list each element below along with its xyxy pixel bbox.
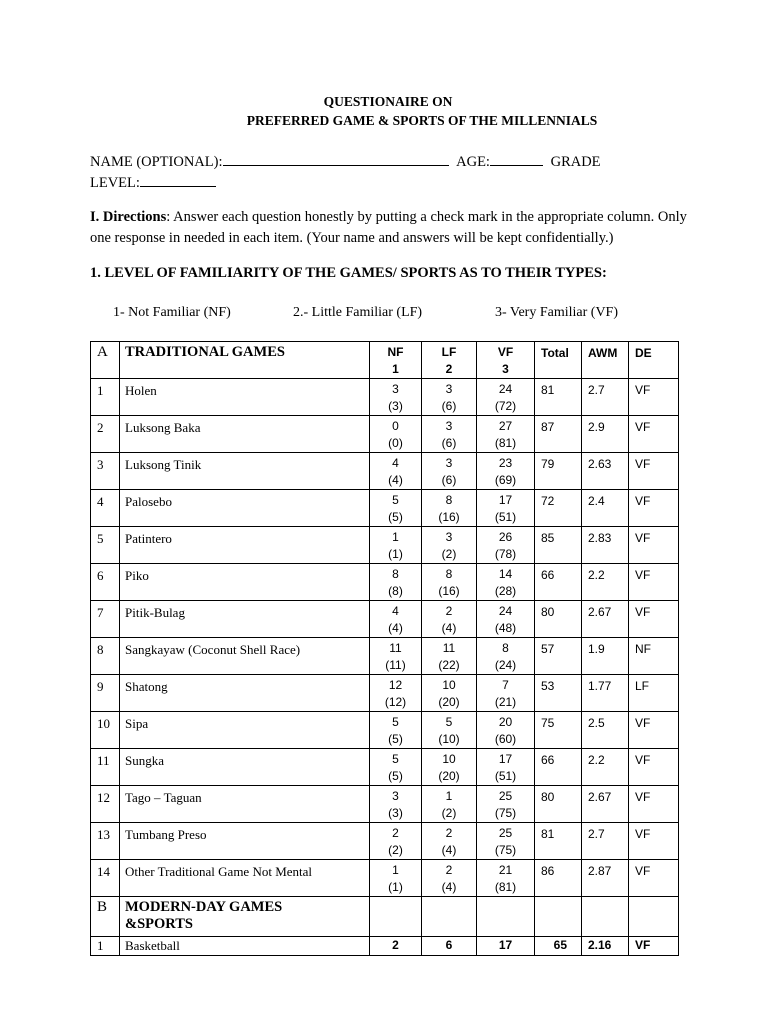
de-cell: VF bbox=[629, 379, 679, 416]
nf-cell-weighted: (4) bbox=[388, 473, 403, 487]
lf-cell bbox=[422, 416, 477, 453]
familiarity-table bbox=[90, 341, 679, 956]
vf-cell-count: 23 bbox=[498, 456, 513, 470]
total-cell: 66 bbox=[535, 749, 582, 786]
game-name: Other Traditional Game Not Mental bbox=[120, 860, 370, 897]
section-b-letter: B bbox=[91, 897, 120, 937]
col-vf bbox=[477, 342, 535, 379]
row-number: 13 bbox=[91, 823, 120, 860]
vf-cell bbox=[477, 601, 535, 638]
nf-cell bbox=[370, 823, 422, 860]
vf-cell: 17 bbox=[477, 937, 535, 956]
table-row bbox=[91, 860, 679, 897]
lf-cell: 6 bbox=[422, 937, 477, 956]
total-cell: 87 bbox=[535, 416, 582, 453]
awm-cell: 2.5 bbox=[582, 712, 629, 749]
lf-cell-weighted: (20) bbox=[438, 695, 460, 709]
row-number: 3 bbox=[91, 453, 120, 490]
empty-cell bbox=[422, 897, 477, 937]
nf-cell-count: 1 bbox=[392, 530, 399, 544]
total-cell: 86 bbox=[535, 860, 582, 897]
table-row bbox=[91, 601, 679, 638]
nf-cell-count: 4 bbox=[392, 604, 399, 618]
nf-cell-count: 2 bbox=[392, 826, 399, 840]
lf-cell-count: 8 bbox=[445, 493, 453, 507]
awm-cell: 2.16 bbox=[582, 937, 629, 956]
vf-cell-count: 27 bbox=[498, 419, 513, 433]
game-name: Luksong Baka bbox=[120, 416, 370, 453]
game-name: Luksong Tinik bbox=[120, 453, 370, 490]
lf-cell-count: 3 bbox=[445, 456, 453, 470]
empty-cell bbox=[477, 897, 535, 937]
row-number: 9 bbox=[91, 675, 120, 712]
vf-cell-weighted: (78) bbox=[494, 547, 517, 561]
nf-cell-count: 5 bbox=[392, 752, 399, 766]
lf-cell bbox=[422, 749, 477, 786]
empty-cell bbox=[535, 897, 582, 937]
vf-cell-weighted: (28) bbox=[494, 584, 517, 598]
lf-cell-weighted: (20) bbox=[438, 769, 460, 783]
col-lf-weight: 2 bbox=[445, 362, 453, 376]
nf-cell-weighted: (5) bbox=[388, 769, 403, 783]
lf-cell bbox=[422, 860, 477, 897]
age-field[interactable] bbox=[490, 151, 543, 166]
row-number: 5 bbox=[91, 527, 120, 564]
empty-cell bbox=[629, 897, 679, 937]
vf-cell-count: 21 bbox=[498, 863, 513, 877]
table-row bbox=[91, 712, 679, 749]
lf-cell-count: 8 bbox=[445, 567, 453, 581]
nf-cell bbox=[370, 860, 422, 897]
lf-cell-weighted: (2) bbox=[441, 547, 457, 561]
vf-cell-count: 24 bbox=[498, 604, 513, 618]
nf-cell-weighted: (2) bbox=[388, 843, 403, 857]
awm-cell: 2.83 bbox=[582, 527, 629, 564]
game-name: Sipa bbox=[120, 712, 370, 749]
nf-cell-weighted: (0) bbox=[388, 436, 403, 450]
col-de: DE bbox=[629, 342, 679, 379]
col-total: Total bbox=[535, 342, 582, 379]
vf-cell bbox=[477, 379, 535, 416]
vf-cell-count: 14 bbox=[498, 567, 513, 581]
nf-cell-count: 11 bbox=[389, 641, 402, 655]
nf-cell bbox=[370, 564, 422, 601]
title-line-2: PREFERRED GAME & SPORTS OF THE MILLENNIALS bbox=[246, 113, 598, 128]
total-cell: 79 bbox=[535, 453, 582, 490]
scale-lf: 2.- Little Familiar (LF) bbox=[293, 305, 423, 320]
lf-cell-count: 2 bbox=[445, 863, 453, 877]
de-cell: VF bbox=[629, 712, 679, 749]
lf-cell-count: 11 bbox=[442, 641, 456, 655]
lf-cell-weighted: (10) bbox=[438, 732, 460, 746]
lf-cell bbox=[422, 601, 477, 638]
game-name: Sangkayaw (Coconut Shell Race) bbox=[120, 638, 370, 675]
de-cell: VF bbox=[629, 453, 679, 490]
vf-cell-count: 17 bbox=[498, 752, 513, 766]
lf-cell-count: 5 bbox=[445, 715, 453, 729]
vf-cell-count: 24 bbox=[498, 382, 513, 396]
total-cell: 75 bbox=[535, 712, 582, 749]
empty-cell bbox=[370, 897, 422, 937]
vf-cell-weighted: (51) bbox=[494, 769, 517, 783]
de-cell: VF bbox=[629, 937, 679, 956]
table-row bbox=[91, 453, 679, 490]
table-row bbox=[91, 638, 679, 675]
game-name: Palosebo bbox=[120, 490, 370, 527]
de-cell: VF bbox=[629, 490, 679, 527]
directions-text: : Answer each question honestly by putting a check mark in the appropriate column. Only one response in needed in each item. (Your name and answers will be kept confidentially.) bbox=[90, 209, 687, 246]
table-row bbox=[91, 379, 679, 416]
nf-cell-weighted: (3) bbox=[388, 806, 403, 820]
nf-cell bbox=[370, 786, 422, 823]
game-name: Tago – Taguan bbox=[120, 786, 370, 823]
nf-cell bbox=[370, 527, 422, 564]
nf-cell-count: 4 bbox=[392, 456, 399, 470]
awm-cell: 2.4 bbox=[582, 490, 629, 527]
nf-cell-count: 5 bbox=[392, 715, 399, 729]
de-cell: LF bbox=[629, 675, 679, 712]
vf-cell-weighted: (48) bbox=[494, 621, 517, 635]
de-cell: VF bbox=[629, 860, 679, 897]
vf-cell-weighted: (24) bbox=[494, 658, 517, 672]
col-vf-label: VF bbox=[497, 345, 514, 359]
nf-cell-weighted: (12) bbox=[384, 695, 407, 709]
lf-cell-weighted: (6) bbox=[441, 399, 457, 413]
nf-cell-count: 3 bbox=[392, 789, 399, 803]
table-row bbox=[91, 786, 679, 823]
nf-cell-weighted: (4) bbox=[388, 621, 403, 635]
section-1-heading: 1. LEVEL OF FAMILIARITY OF THE GAMES/ SPORTS AS TO THEIR TYPES: bbox=[90, 265, 607, 281]
vf-cell-weighted: (75) bbox=[494, 843, 517, 857]
form-line-2 bbox=[90, 172, 216, 192]
lf-cell-weighted: (16) bbox=[438, 584, 460, 598]
table-row bbox=[91, 823, 679, 860]
lf-cell-count: 1 bbox=[445, 789, 453, 803]
de-cell: NF bbox=[629, 638, 679, 675]
vf-cell-weighted: (75) bbox=[494, 806, 517, 820]
lf-cell-count: 10 bbox=[442, 752, 456, 766]
lf-cell bbox=[422, 786, 477, 823]
awm-cell: 2.9 bbox=[582, 416, 629, 453]
awm-cell: 2.63 bbox=[582, 453, 629, 490]
nf-cell-count: 5 bbox=[392, 493, 399, 507]
row-number: 4 bbox=[91, 490, 120, 527]
nf-cell-weighted: (3) bbox=[388, 399, 403, 413]
lf-cell-count: 2 bbox=[445, 604, 453, 618]
col-nf-label: NF bbox=[387, 345, 404, 359]
row-number: 2 bbox=[91, 416, 120, 453]
nf-cell bbox=[370, 490, 422, 527]
awm-cell: 2.87 bbox=[582, 860, 629, 897]
title-line-1: QUESTIONAIRE ON bbox=[323, 94, 453, 109]
vf-cell-weighted: (69) bbox=[494, 473, 517, 487]
vf-cell-weighted: (60) bbox=[494, 732, 517, 746]
de-cell: VF bbox=[629, 786, 679, 823]
lf-cell bbox=[422, 564, 477, 601]
vf-cell bbox=[477, 860, 535, 897]
lf-cell bbox=[422, 490, 477, 527]
col-nf bbox=[370, 342, 422, 379]
game-name: Patintero bbox=[120, 527, 370, 564]
row-number: 1 bbox=[91, 379, 120, 416]
nf-cell bbox=[370, 453, 422, 490]
lf-cell bbox=[422, 675, 477, 712]
nf-cell-count: 3 bbox=[392, 382, 399, 396]
nf-cell bbox=[370, 638, 422, 675]
nf-cell-count: 0 bbox=[392, 419, 399, 433]
col-vf-weight: 3 bbox=[502, 362, 509, 376]
vf-cell-weighted: (81) bbox=[494, 436, 517, 450]
row-number: 1 bbox=[91, 937, 120, 956]
total-cell: 72 bbox=[535, 490, 582, 527]
game-name: Shatong bbox=[120, 675, 370, 712]
awm-cell: 2.67 bbox=[582, 786, 629, 823]
vf-cell bbox=[477, 527, 535, 564]
age-label: AGE: bbox=[456, 154, 490, 170]
lf-cell-weighted: (4) bbox=[441, 843, 457, 857]
nf-cell bbox=[370, 712, 422, 749]
total-cell: 66 bbox=[535, 564, 582, 601]
table-row bbox=[91, 416, 679, 453]
lf-cell bbox=[422, 527, 477, 564]
vf-cell-count: 17 bbox=[498, 493, 513, 507]
level-field[interactable] bbox=[140, 172, 216, 187]
empty-cell bbox=[582, 897, 629, 937]
nf-cell-weighted: (8) bbox=[388, 584, 403, 598]
lf-cell-weighted: (6) bbox=[441, 473, 457, 487]
vf-cell bbox=[477, 490, 535, 527]
vf-cell-weighted: (51) bbox=[494, 510, 517, 524]
directions-label: I. Directions bbox=[90, 209, 167, 225]
total-cell: 81 bbox=[535, 823, 582, 860]
vf-cell bbox=[477, 786, 535, 823]
total-cell: 80 bbox=[535, 601, 582, 638]
nf-cell-weighted: (1) bbox=[388, 547, 403, 561]
lf-cell-count: 3 bbox=[445, 530, 453, 544]
name-label: NAME (OPTIONAL): bbox=[90, 154, 223, 170]
name-field[interactable] bbox=[223, 151, 449, 166]
game-name: Pitik-Bulag bbox=[120, 601, 370, 638]
game-name: Tumbang Preso bbox=[120, 823, 370, 860]
vf-cell bbox=[477, 453, 535, 490]
lf-cell-count: 2 bbox=[445, 826, 453, 840]
vf-cell bbox=[477, 749, 535, 786]
row-number: 14 bbox=[91, 860, 120, 897]
lf-cell-count: 3 bbox=[445, 382, 453, 396]
nf-cell bbox=[370, 749, 422, 786]
lf-cell bbox=[422, 453, 477, 490]
nf-cell-weighted: (1) bbox=[388, 880, 403, 894]
form-line-1 bbox=[90, 151, 601, 171]
vf-cell bbox=[477, 564, 535, 601]
section-a-header bbox=[91, 342, 679, 379]
col-lf-label: LF bbox=[441, 345, 457, 359]
section-b-title-line-1: MODERN-DAY GAMES bbox=[125, 899, 283, 915]
awm-cell: 2.67 bbox=[582, 601, 629, 638]
scale-vf: 3- Very Familiar (VF) bbox=[495, 305, 618, 320]
nf-cell-count: 12 bbox=[388, 678, 403, 692]
nf-cell-weighted: (5) bbox=[388, 732, 403, 746]
de-cell: VF bbox=[629, 749, 679, 786]
nf-cell bbox=[370, 379, 422, 416]
vf-cell bbox=[477, 638, 535, 675]
de-cell: VF bbox=[629, 416, 679, 453]
lf-cell bbox=[422, 823, 477, 860]
col-lf bbox=[422, 342, 477, 379]
lf-cell-weighted: (16) bbox=[438, 510, 460, 524]
table-row bbox=[91, 937, 679, 956]
vf-cell-weighted: (81) bbox=[494, 880, 517, 894]
vf-cell bbox=[477, 675, 535, 712]
total-cell: 57 bbox=[535, 638, 582, 675]
section-b-title-line-2: &SPORTS bbox=[125, 916, 193, 932]
vf-cell-count: 20 bbox=[498, 715, 513, 729]
vf-cell bbox=[477, 823, 535, 860]
vf-cell-count: 8 bbox=[502, 641, 509, 655]
awm-cell: 1.77 bbox=[582, 675, 629, 712]
lf-cell bbox=[422, 379, 477, 416]
scale-nf: 1- Not Familiar (NF) bbox=[113, 305, 231, 320]
de-cell: VF bbox=[629, 527, 679, 564]
game-name: Basketball bbox=[120, 937, 370, 956]
vf-cell-weighted: (21) bbox=[494, 695, 517, 709]
nf-cell bbox=[370, 675, 422, 712]
vf-cell-count: 25 bbox=[498, 826, 513, 840]
awm-cell: 2.2 bbox=[582, 749, 629, 786]
table-row bbox=[91, 564, 679, 601]
nf-cell: 2 bbox=[370, 937, 422, 956]
lf-cell bbox=[422, 712, 477, 749]
nf-cell-count: 1 bbox=[392, 863, 399, 877]
section-a-letter: A bbox=[91, 342, 120, 379]
vf-cell-count: 7 bbox=[502, 678, 509, 692]
total-cell: 80 bbox=[535, 786, 582, 823]
vf-cell-weighted: (72) bbox=[494, 399, 517, 413]
lf-cell-weighted: (4) bbox=[441, 621, 457, 635]
col-nf-weight: 1 bbox=[392, 362, 399, 376]
total-cell: 53 bbox=[535, 675, 582, 712]
total-cell: 85 bbox=[535, 527, 582, 564]
table-row bbox=[91, 749, 679, 786]
nf-cell-weighted: (5) bbox=[388, 510, 403, 524]
lf-cell-count: 3 bbox=[445, 419, 453, 433]
table-row bbox=[91, 675, 679, 712]
table-row bbox=[91, 527, 679, 564]
de-cell: VF bbox=[629, 823, 679, 860]
vf-cell-count: 26 bbox=[498, 530, 513, 544]
lf-cell-weighted: (4) bbox=[441, 880, 457, 894]
row-number: 12 bbox=[91, 786, 120, 823]
row-number: 8 bbox=[91, 638, 120, 675]
grade-label: GRADE bbox=[550, 154, 601, 170]
game-name: Sungka bbox=[120, 749, 370, 786]
section-b-header bbox=[91, 897, 679, 937]
nf-cell-weighted: (11) bbox=[385, 658, 406, 672]
section-b-title bbox=[120, 897, 370, 937]
total-cell: 81 bbox=[535, 379, 582, 416]
row-number: 10 bbox=[91, 712, 120, 749]
lf-cell-weighted: (2) bbox=[441, 806, 457, 820]
de-cell: VF bbox=[629, 601, 679, 638]
vf-cell bbox=[477, 416, 535, 453]
game-name: Holen bbox=[120, 379, 370, 416]
row-number: 7 bbox=[91, 601, 120, 638]
section-a-title: TRADITIONAL GAMES bbox=[120, 342, 370, 379]
lf-cell-weighted: (22) bbox=[438, 658, 460, 672]
game-name: Piko bbox=[120, 564, 370, 601]
awm-cell: 1.9 bbox=[582, 638, 629, 675]
awm-cell: 2.7 bbox=[582, 823, 629, 860]
directions bbox=[90, 207, 690, 249]
nf-cell bbox=[370, 416, 422, 453]
vf-cell-count: 25 bbox=[498, 789, 513, 803]
awm-cell: 2.7 bbox=[582, 379, 629, 416]
row-number: 6 bbox=[91, 564, 120, 601]
lf-cell bbox=[422, 638, 477, 675]
lf-cell-weighted: (6) bbox=[441, 436, 457, 450]
level-label: LEVEL: bbox=[90, 175, 140, 191]
nf-cell bbox=[370, 601, 422, 638]
row-number: 11 bbox=[91, 749, 120, 786]
lf-cell-count: 10 bbox=[442, 678, 456, 692]
col-awm: AWM bbox=[582, 342, 629, 379]
awm-cell: 2.2 bbox=[582, 564, 629, 601]
nf-cell-count: 8 bbox=[392, 567, 399, 581]
total-cell: 65 bbox=[535, 937, 582, 956]
de-cell: VF bbox=[629, 564, 679, 601]
table-row bbox=[91, 490, 679, 527]
vf-cell bbox=[477, 712, 535, 749]
